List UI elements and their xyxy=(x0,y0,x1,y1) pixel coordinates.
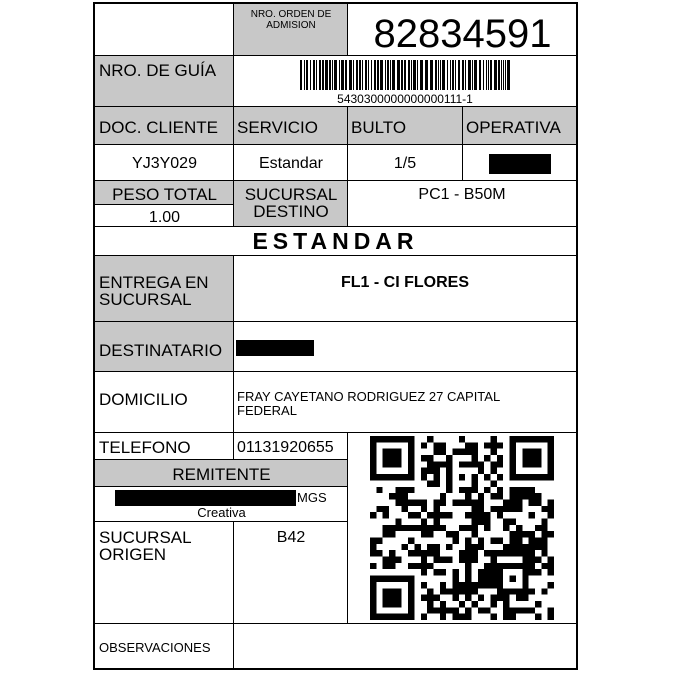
grid-line xyxy=(233,432,234,459)
grid-line xyxy=(93,521,348,522)
destinatario-label: DESTINATARIO xyxy=(99,341,223,360)
observaciones-label: OBSERVACIONES xyxy=(99,640,211,655)
orden-label: NRO. ORDEN DE ADMISION xyxy=(250,9,332,31)
sucursal-destino-label-line1: SUCURSAL xyxy=(244,185,338,204)
doc-cliente-label: DOC. CLIENTE xyxy=(99,118,219,137)
bulto-label: BULTO xyxy=(351,118,407,137)
sucursal-origen-label-line1: SUCURSAL xyxy=(99,528,192,547)
grid-line xyxy=(462,106,463,180)
grid-line xyxy=(93,180,578,181)
grid-line xyxy=(93,321,578,322)
barcode xyxy=(300,60,510,90)
entrega-label-line1: ENTREGA EN xyxy=(99,273,209,292)
domicilio-value-line1: FRAY CAYETANO RODRIGUEZ 27 CAPITAL xyxy=(237,389,501,404)
grid-line xyxy=(347,432,348,623)
operativa-redaction xyxy=(489,154,551,174)
grid-line xyxy=(93,226,578,227)
guia-label: NRO. DE GUÍA xyxy=(99,61,217,80)
grid-line xyxy=(93,432,578,433)
peso-total-value: 1.00 xyxy=(148,209,181,226)
remitente-redaction xyxy=(115,490,296,506)
grid-line xyxy=(93,459,348,460)
sucursal-destino-label-line2: DESTINO xyxy=(253,202,329,221)
doc-cliente-value: YJ3Y029 xyxy=(132,155,197,172)
remitente-label: REMITENTE xyxy=(172,465,271,484)
servicio-value: Estandar xyxy=(258,155,324,172)
bulto-value: 1/5 xyxy=(393,155,417,172)
domicilio-label: DOMICILIO xyxy=(99,390,188,409)
remitente-line2: Creativa xyxy=(197,505,246,520)
grid-line xyxy=(93,255,578,256)
peso-total-label: PESO TOTAL xyxy=(112,185,217,204)
remitente-suffix: MGS xyxy=(297,490,327,505)
grid-line xyxy=(93,623,578,624)
grid-line xyxy=(233,2,234,55)
barcode-text: 5430300000000000111-1 xyxy=(337,92,473,106)
sucursal-destino-value: PC1 - B50M xyxy=(418,186,506,203)
grid-line xyxy=(93,486,348,487)
orden-number: 82834591 xyxy=(373,12,552,56)
service-banner: ESTANDAR xyxy=(252,228,419,254)
grid-line xyxy=(233,623,234,670)
telefono-value: 01131920655 xyxy=(237,439,334,456)
sucursal-origen-label-line2: ORIGEN xyxy=(99,545,167,564)
grid-line xyxy=(93,106,578,107)
entrega-value: FL1 - CI FLORES xyxy=(341,274,469,291)
telefono-label: TELEFONO xyxy=(99,438,191,457)
sucursal-origen-value: B42 xyxy=(276,529,306,546)
destinatario-redaction xyxy=(236,340,314,356)
operativa-label: OPERATIVA xyxy=(466,118,561,137)
domicilio-value-line2: FEDERAL xyxy=(237,403,297,418)
entrega-label-line2: SUCURSAL xyxy=(99,290,192,309)
grid-line xyxy=(93,371,578,372)
grid-line xyxy=(93,204,234,205)
qr-code xyxy=(370,436,554,620)
grid-line xyxy=(93,144,578,145)
grid-line xyxy=(347,2,348,55)
servicio-label: SERVICIO xyxy=(237,118,318,137)
